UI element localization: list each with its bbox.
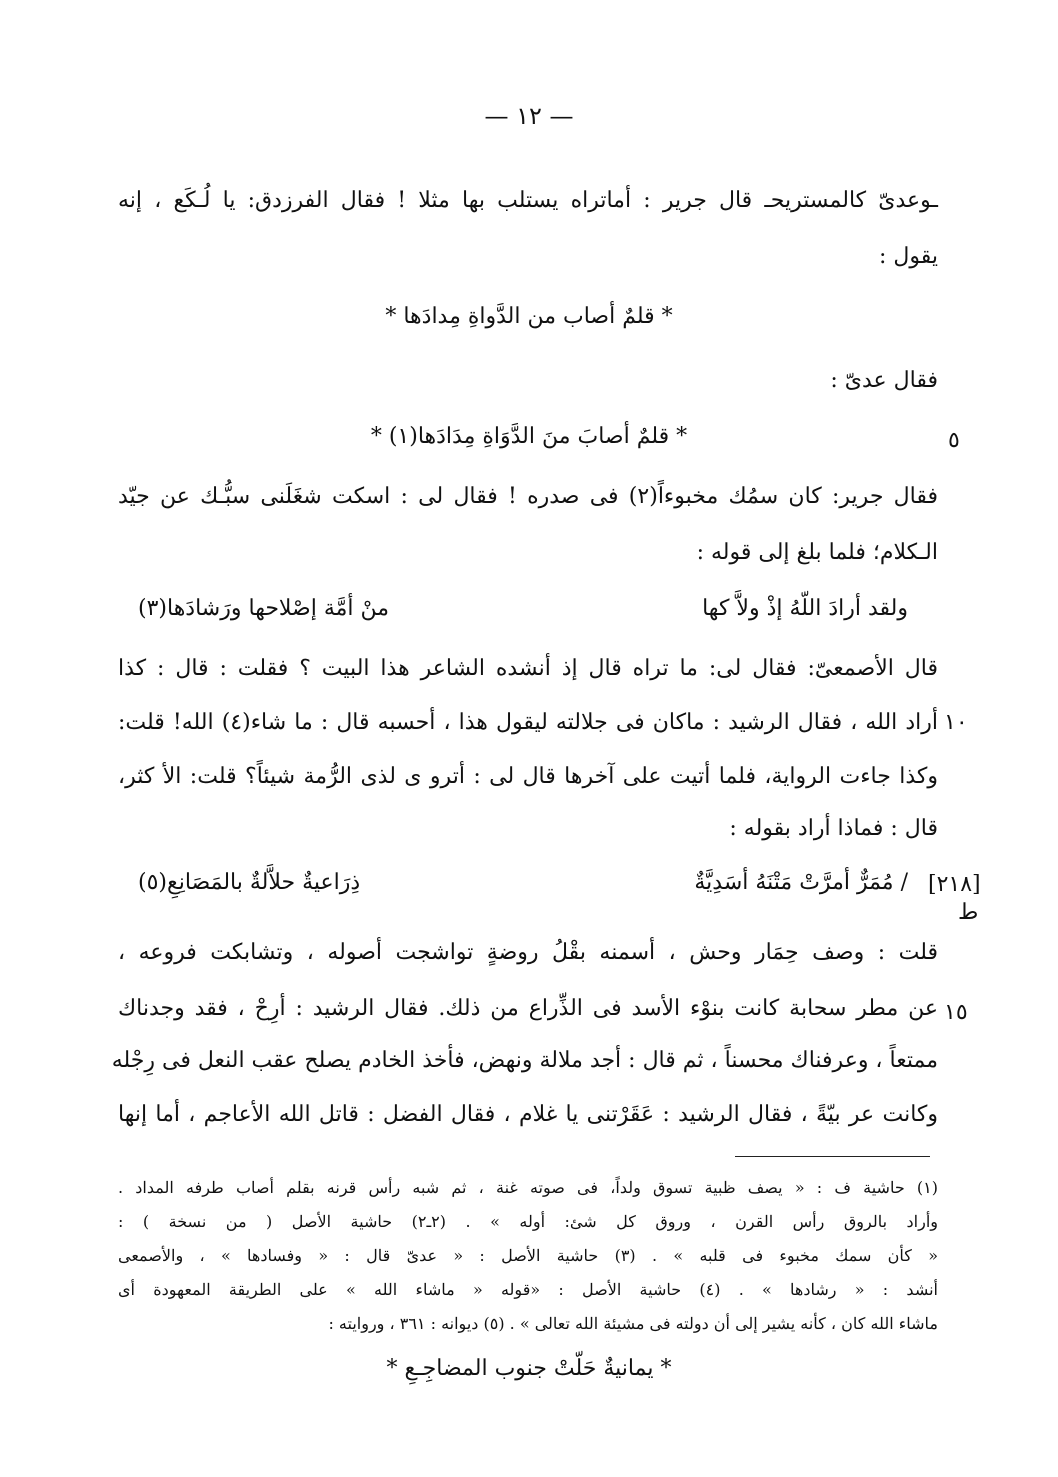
verse-line: * قلمٌ أصاب من الدَّواةِ مِدادَها * [385,304,673,329]
verse-hemistich-first: / مُمَرٌّ أمرَّتْ مَتْنَهُ أسَدِيَّةٌ [694,870,908,895]
verse-couplet [138,868,908,898]
line-number: ١٥ [944,1000,968,1025]
body-line: أراد الله ، فقال الرشيد : ماكان فى جلالته ليقول هذا ، أحسبه قال : ما شاء(٤) الله! قلت: [118,710,938,735]
footnote-line: ماشاء الله كان ، كأنه يشير إلى أن دولته فى مشيئة الله تعالى » . (٥) ديوانه : ٣٦١ ، وروايته : [328,1314,938,1333]
body-line: فقال عدىّ : [830,368,938,393]
body-line: الـكلام؛ فلما بلغ إلى قوله : [696,540,938,565]
footnote-line: وأراد بالروق رأس القرن ، وروق كل شئ: أوله » . (٢ـ٢) حاشية الأصل ( من نسخة ) : [118,1212,939,1231]
body-line: فقال جرير: كان سمُك مخبوءاً(٢) فى صدره ! فقال لى : اسكت شغَلَنى سبُّـك عن جيّد [118,484,938,509]
footnote-divider [735,1156,930,1157]
line-number: ٥ [948,428,960,453]
body-line: ـوعدىّ كالمستريحـ قال جرير : أماتراه يستلب بها مثلا ! فقال الفرزدق: يا لُـكَع ، إنه [118,188,938,213]
verse-hemistich-second: ذِرَاعيةٌ حلاَّلةٌ بالمَصَانِعِ(٥) [138,870,361,895]
footnote-line: (١) حاشية ف : « يصف ظبية تسوق ولداً، فى صوته غنة ، ثم شبه رأس قرنه بقلم أصاب طرفه المداد . [118,1178,938,1197]
verse-couplet [138,594,908,624]
verse-hemistich-first: ولقد أرادَ اللّهُ إذْ ولاَّ كها [702,596,908,621]
margin-mark: ط [958,900,979,925]
line-number: ١٠ [944,710,968,735]
body-line: قلت : وصف حِمَار وحش ، أسمنه بقْلُ روضةٍ تواشجت أصوله ، وتشابكت فروعه ، [118,940,938,965]
margin-reference: [٢١٨] [928,872,981,897]
verse-line: * قلمٌ أصابَ منَ الدَّوَاةِ مِدَادَها(١) * [370,424,688,449]
body-line: قال الأصمعىّ: فقال لى: ما تراه قال إذ أنشده الشاعر هذا البيت ؟ فقلت : قال : كذا [118,656,938,681]
body-line: قال : فماذا أراد بقوله : [729,816,938,841]
body-line: عن مطر سحابة كانت بنوْء الأسد فى الذِّراع من ذلك. فقال الرشيد : أرِحْ ، فقد وجدناك [118,996,938,1021]
page-number: — ١٢ — [484,102,574,130]
footnote-line: « كأن سمك مخبوء فى قلبه » . (٣) حاشية الأصل : « عدىّ قال : « وفسادها » ، والأصمعى [118,1246,938,1265]
body-line: ممتعاً ، وعرفناك محسناً ، ثم قال : أجد ملالة ونهض، فأخذ الخادم يصلح عقب النعل فى رِجْله [111,1048,938,1073]
body-line: وكانت عر بيّةً ، فقال الرشيد : عَقَرْتنى يا غلام ، فقال الفضل : قاتل الله الأعاجم ، أما إنها [118,1102,938,1127]
footnote-line: أنشد : « رشادها » . (٤) حاشية الأصل : «قوله « ماشاء الله » على الطريقة المعهودة أى [118,1280,938,1299]
verse-hemistich-second: منْ أمَّة إصْلاحها ورَشادَها(٣) [138,596,390,621]
footnote-verse: * يمانيةٌ حَلّتْ جنوب المضاجِـعِ * [386,1356,672,1381]
body-line: وكذا جاءت الرواية، فلما أتيت على آخرها قال لى : أترو ى لذى الرُّمة شيئاً؟ قلت: الأ كثر، [118,764,938,789]
body-line: يقول : [878,244,938,269]
